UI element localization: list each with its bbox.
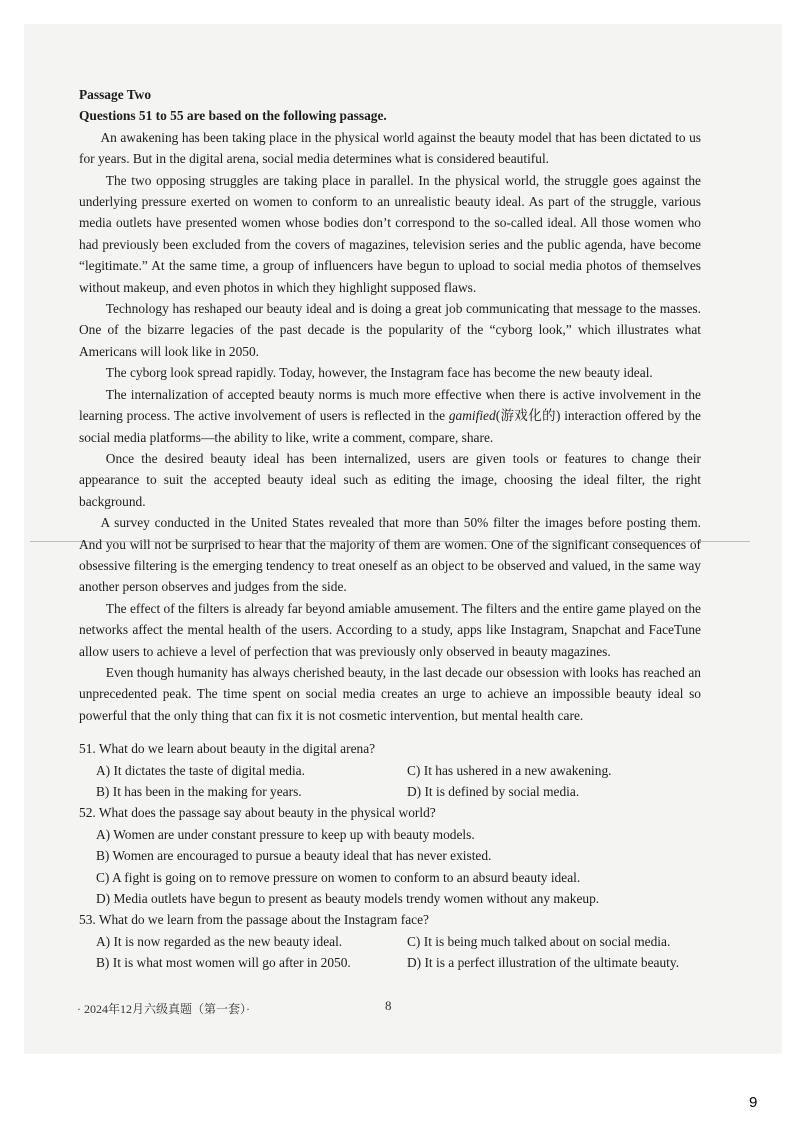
gamified-gloss: (游戏化的) [495, 408, 561, 424]
exam-footer-label: · 2024年12月六级真题（第一套）· [77, 1002, 250, 1016]
option-grid [79, 760, 701, 803]
option-a[interactable]: A) It dictates the taste of digital media. [96, 762, 305, 778]
passage-paragraph-9: Even though humanity has always cherished beauty, in the last decade our obsession with looks has reached an unprecedented peak. The time spent on social media creates an urge to achieve an impossible beauty ideal so powerful that the only thing that can fix it is not cosmetic intervention, but mental health care. [79, 664, 701, 723]
option-b[interactable]: B) It has been in the making for years. [96, 784, 302, 799]
option-b[interactable]: B) Women are encouraged to pursue a beauty ideal that has never existed. [96, 848, 492, 864]
spacer [79, 726, 701, 738]
option-c[interactable]: C) A fight is going on to remove pressure on women to conform to an absurd beauty ideal. [96, 869, 581, 885]
option-d[interactable]: D) It is defined by social media. [407, 784, 580, 799]
option-d[interactable]: D) It is a perfect illustration of the ultimate beauty. [407, 955, 680, 971]
passage-paragraph-7: A survey conducted in the United States revealed that more than 50% filter the images before posting them. And you will not be surprised to hear that the majority of them are women. One of the significant consequences of obsessive filtering is the emerging tendency to treat oneself as an object to be observed and valued, in the same way another person observes and judges from the side. [79, 515, 701, 595]
passage-paragraph-5 [79, 384, 701, 448]
question-52 [79, 802, 701, 909]
question-stem: 51. What do we learn about beauty in the digital arena? [79, 741, 376, 757]
passage-paragraph-8: The effect of the filters is already far beyond amiable amusement. The filters and the entire game played on the networks affect the mental health of the users. According to a study, apps like Instagram, Snapchat and FaceTune allow users to achieve a level of perfection that was previously only observed in beauty magazines. [79, 600, 701, 659]
option-a[interactable]: A) Women are under constant pressure to keep up with beauty models. [96, 826, 475, 842]
option-d[interactable]: D) Media outlets have begun to present as beauty models trendy women without any makeup. [96, 891, 600, 907]
passage-paragraph-6: Once the desired beauty ideal has been internalized, users are given tools or features to change their appearance to suit the accepted beauty ideal such as editing the image, choosing the ideal filter, the right background. [79, 450, 701, 509]
question-51 [79, 738, 701, 802]
option-b[interactable]: B) It is what most women will go after in 2050. [96, 955, 351, 971]
passage-title: Passage Two [79, 87, 152, 102]
passage-paragraph-2: The two opposing struggles are taking place in parallel. In the physical world, the struggle goes against the underlying pressure exerted on women to conform to an unrealistic beauty ideal. As part of the struggle, various media outlets have presented women whose bodies don’t correspond to the so-called ideal. All those women who had previously been excluded from the covers of magazines, television series and the public agenda, have become “legitimate.” At the same time, a group of influencers have begun to upload to social media photos of themselves without makeup, and even photos in which they highlight supposed flaws. [79, 172, 701, 295]
corner-page-number: 9 [749, 1094, 758, 1111]
passage-paragraph-1: An awakening has been taking place in the physical world against the beauty model that has been dictated to us for years. But in the digital arena, social media determines what is considered beautiful. [79, 129, 701, 167]
option-c[interactable]: C) It is being much talked about on social media. [407, 933, 671, 949]
footer-page-number: 8 [385, 998, 392, 1013]
gamified-term: gamified [448, 408, 496, 424]
option-grid [79, 931, 701, 974]
paragraph-5-after: interaction offered by the social media platforms—the ability to like, write a comment, compare, share. [79, 408, 702, 445]
question-stem: 52. What does the passage say about beauty in the physical world? [79, 805, 436, 821]
passage-instruction: Questions 51 to 55 are based on the following passage. [79, 108, 387, 124]
passage-paragraph-3: Technology has reshaped our beauty ideal and is doing a great job communicating that message to the masses. One of the bizarre legacies of the past decade is the popularity of the “cyborg look,” which illustrates what Americans will look like in 2050. [79, 301, 701, 359]
option-list [79, 824, 701, 910]
question-stem: 53. What do we learn from the passage about the Instagram face? [79, 912, 430, 928]
passage-paragraph-4: The cyborg look spread rapidly. Today, however, the Instagram face has become the new beauty ideal. [105, 365, 653, 381]
paragraph-5-before: The internalization of accepted beauty norms is much more effective when there is active involvement in the learning process. The active involvement of users is reflected in the [79, 386, 701, 424]
exam-content [79, 84, 701, 974]
option-c[interactable]: C) It has ushered in a new awakening. [407, 762, 612, 778]
question-53 [79, 909, 701, 973]
option-a[interactable]: A) It is now regarded as the new beauty ideal. [96, 933, 343, 949]
